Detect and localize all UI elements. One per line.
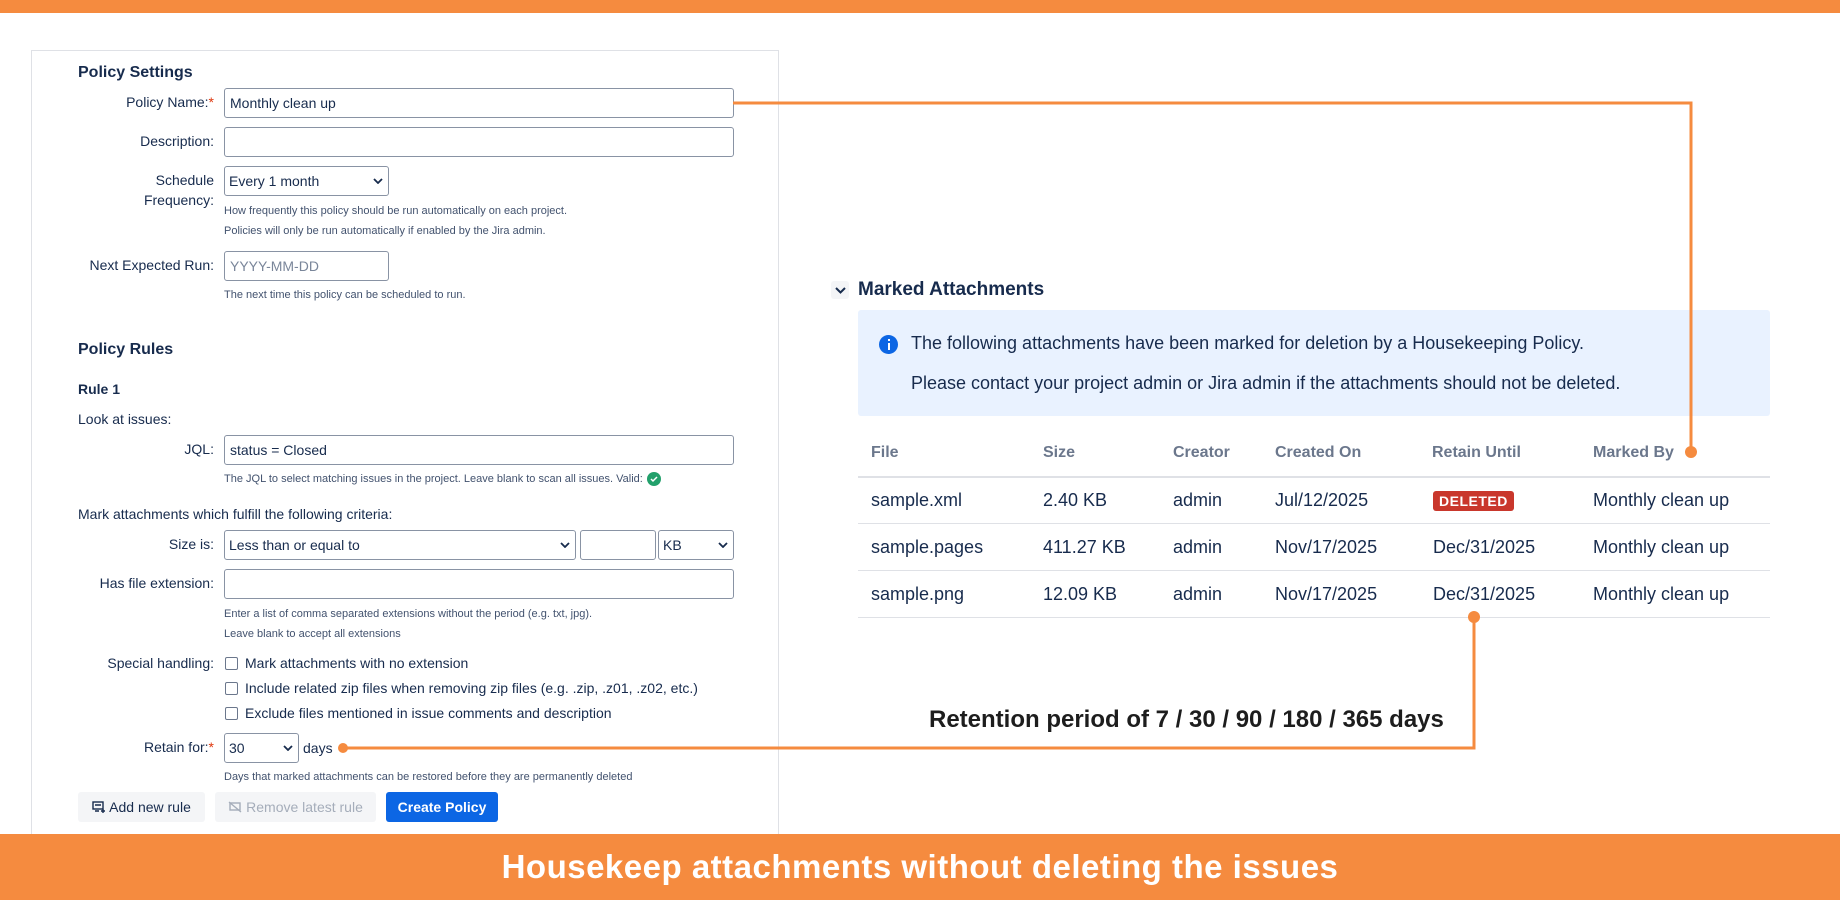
table-cell-created-on: Jul/12/2025 xyxy=(1275,490,1369,510)
info-line-2: Please contact your project admin or Jira admin if the attachments should not be deleted. xyxy=(911,373,1621,393)
policy-name-connector xyxy=(733,103,1691,452)
criteria-label: Mark attachments which fulfill the following criteria: xyxy=(78,506,393,522)
table-cell-size: 12.09 KB xyxy=(1043,584,1118,604)
extension-label: Has file extension: xyxy=(99,575,214,591)
retain-for-select[interactable]: 30 xyxy=(224,733,299,763)
extension-help-2: Leave blank to accept all extensions xyxy=(224,628,401,640)
table-cell-size: 411.27 KB xyxy=(1043,537,1126,557)
retain-unit: days xyxy=(303,740,333,756)
table-cell-file[interactable]: sample.pages xyxy=(871,537,984,557)
table-cell-creator: admin xyxy=(1173,537,1223,557)
deleted-status-badge: DELETED xyxy=(1433,491,1514,511)
info-line-1: The following attachments have been marked for deletion by a Housekeeping Policy. xyxy=(911,333,1585,353)
jql-label: JQL: xyxy=(184,441,214,457)
jql-help: The JQL to select matching issues in the project. Leave blank to scan all issues. Valid: xyxy=(224,472,661,486)
column-header-retain-until[interactable]: Retain Until xyxy=(1432,444,1521,461)
column-header-marked-by[interactable]: Marked By xyxy=(1593,444,1674,461)
column-header-file[interactable]: File xyxy=(871,444,899,461)
connector-dot xyxy=(338,743,348,753)
table-cell-file[interactable]: sample.xml xyxy=(871,490,963,510)
table-cell-creator: admin xyxy=(1173,584,1223,604)
table-cell-created-on: Nov/17/2025 xyxy=(1275,537,1378,557)
connector-dot xyxy=(1685,446,1697,458)
next-run-label: Next Expected Run: xyxy=(89,257,214,273)
marked-attachments-title: Marked Attachments xyxy=(858,279,1045,300)
table-cell-created-on: Nov/17/2025 xyxy=(1275,584,1378,604)
table-cell-creator: admin xyxy=(1173,490,1223,510)
policy-rules-title: Policy Rules xyxy=(78,341,174,358)
table-cell-size: 2.40 KB xyxy=(1043,490,1108,510)
column-header-size[interactable]: Size xyxy=(1043,444,1076,461)
create-policy-button[interactable]: Create Policy xyxy=(386,792,498,822)
special-handling-label: Special handling: xyxy=(107,655,214,671)
retention-callout: Retention period of 7 / 30 / 90 / 180 / 365 days xyxy=(929,706,1444,733)
jql-input[interactable]: status = Closed xyxy=(224,435,734,465)
schedule-frequency-select[interactable]: Every 1 month xyxy=(224,166,389,196)
add-rule-button[interactable]: Add new rule xyxy=(78,792,205,822)
rule-title: Rule 1 xyxy=(78,381,121,397)
extension-help-1: Enter a list of comma separated extensions without the period (e.g. txt, jpg). xyxy=(224,608,593,620)
schedule-help-1: How frequently this policy should be run automatically on each project. xyxy=(224,205,568,217)
retain-for-label: Retain for:* xyxy=(143,739,214,755)
table-cell-retain-until: Dec/31/2025 xyxy=(1433,584,1536,604)
schedule-frequency-label: Schedule Frequency: xyxy=(143,172,214,208)
table-cell-file[interactable]: sample.png xyxy=(871,584,965,604)
next-run-input[interactable]: YYYY-MM-DD xyxy=(224,251,389,281)
size-unit-select[interactable]: KB xyxy=(658,530,734,560)
policy-name-input[interactable]: Monthly clean up xyxy=(224,88,734,118)
size-operator-select[interactable]: Less than or equal to xyxy=(224,530,576,560)
policy-name-label: Policy Name:* xyxy=(126,94,214,110)
retain-help: Days that marked attachments can be restored before they are permanently deleted xyxy=(224,771,633,783)
banner-text: Housekeep attachments without deleting the issues xyxy=(501,848,1339,885)
description-label: Description: xyxy=(140,133,214,149)
bottom-banner xyxy=(0,834,1840,900)
look-at-issues-label: Look at issues: xyxy=(78,411,172,427)
next-run-help: The next time this policy can be scheduled to run. xyxy=(224,289,466,301)
remove-rule-button[interactable]: Remove latest rule xyxy=(215,792,376,822)
column-header-creator[interactable]: Creator xyxy=(1173,444,1230,461)
table-cell-marked-by: Monthly clean up xyxy=(1593,584,1730,604)
table-cell-marked-by: Monthly clean up xyxy=(1593,537,1730,557)
connector-dot xyxy=(1468,611,1480,623)
special-option-no-extension[interactable]: Mark attachments with no extension xyxy=(225,655,468,671)
table-cell-marked-by: Monthly clean up xyxy=(1593,490,1730,510)
table-cell-retain-until: Dec/31/2025 xyxy=(1433,537,1536,557)
size-label: Size is: xyxy=(168,536,214,552)
schedule-help-2: Policies will only be run automatically if enabled by the Jira admin. xyxy=(224,225,546,237)
special-option-exclude-mentioned[interactable]: Exclude files mentioned in issue comments and description xyxy=(225,705,612,721)
policy-settings-title: Policy Settings xyxy=(78,64,193,81)
special-option-zip-files[interactable]: Include related zip files when removing zip files (e.g. .zip, .z01, .z02, etc.) xyxy=(225,680,698,696)
column-header-created-on[interactable]: Created On xyxy=(1275,444,1362,461)
